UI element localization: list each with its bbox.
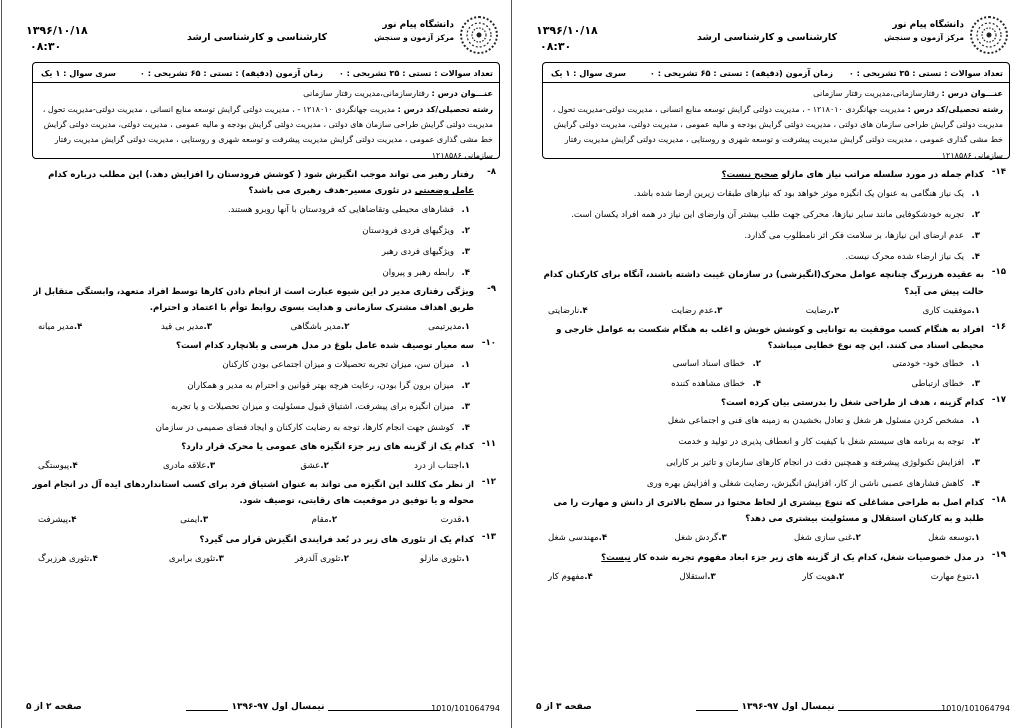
exam-page-2 [4, 0, 510, 728]
question-number: ۹- [487, 283, 496, 294]
question-count: تعداد سوالات : تستی : ۳۵ تشریحی : ۰ [848, 68, 1003, 78]
option-text: تئوری هرزبرگ [38, 553, 90, 564]
option-text: مشخص کردن مسئول هر شغل و تعادل بخشیدن به زمینه های فنی و اجتماعی شغل [667, 416, 964, 427]
answer-option[interactable] [542, 411, 980, 432]
question-number: ۸- [487, 167, 496, 177]
semester-label [186, 702, 370, 713]
option-text: مفهوم کار [548, 571, 585, 582]
option-text: پیشرفت [38, 515, 68, 526]
answer-option[interactable] [542, 355, 761, 375]
option-text: ایمنی [180, 515, 200, 526]
option-number: ۱. [971, 305, 980, 316]
option-text: کوشش جهت انجام کارها، توجه به رضایت کارکنان و ایجاد فضای صمیمی در سازمان [155, 422, 454, 433]
option-number: ۳. [215, 553, 224, 564]
question-text [32, 532, 474, 548]
question-number: ۱۳- [481, 531, 496, 542]
exam-date: ۱۳۹۶/۱۰/۱۸ [26, 24, 88, 37]
option-text: مدیر میانه [38, 322, 74, 333]
option-number: ۴. [461, 268, 470, 278]
field-label: رشته تحصیلی/کد درس : [907, 105, 1003, 114]
field-value: مدیریت جهانگردی ۱۲۱۸۰۱۰ - ، مدیریت دولتی گرایش توسعه منابع انسانی ، مدیریت دولتی-مدیریت تحول ، مدیریت دولتی گرایش طراحی سازمان های دولتی ، مدیریت دولتی گرایش بودجه و مالیه عمومی ، مدیریت دولتی، مدیریت دولتی گرایش خط مشی گذاری عمومی ، مدیریت دولتی گرایش مدیریت پیشرفت و توسعه شهری و روستایی ، مدیریت دولتی گرایش مدیریت رفتار سازمانی ۱۲۱۸۵۸۶ [42, 105, 493, 160]
question-number: ۱۴- [991, 167, 1006, 177]
option-number: ۲. [340, 553, 349, 564]
exam-time: ۰۸:۳۰ [540, 40, 572, 53]
question-number: ۱۶- [991, 321, 1006, 332]
option-text: هویت کار [802, 571, 836, 582]
option-text: استقلال [679, 571, 708, 582]
answer-option[interactable] [32, 200, 470, 221]
answer-option[interactable] [32, 221, 470, 242]
exam-type: کارشناسی و کارشناسی ارشد [697, 32, 837, 43]
question-text [542, 495, 984, 528]
answer-options [542, 566, 980, 588]
answer-option[interactable] [32, 376, 470, 397]
option-text: خطای مشاهده کننده [671, 379, 745, 390]
exam-page-3 [514, 0, 1020, 728]
assessment-center: مرکز آزمون و سنجش [884, 33, 964, 42]
exam-code: 1010/101064794 [431, 704, 500, 713]
option-text: ویژگیهای فردی رهبر [381, 247, 454, 257]
answer-option[interactable] [928, 533, 980, 543]
exam-time: ۰۸:۳۰ [30, 40, 62, 53]
page-footer [536, 694, 1010, 722]
answer-options [542, 528, 980, 550]
option-number: ۱. [461, 460, 470, 471]
question-list [32, 167, 496, 570]
question-series: سری سوال : ۱ یک [551, 68, 626, 78]
field-label: رشته تحصیلی/کد درس : [397, 105, 493, 114]
option-text: عدم رضایت [671, 305, 714, 316]
question-text [542, 395, 984, 411]
option-number: ۴. [971, 479, 980, 490]
question [32, 439, 496, 477]
question-text-part: کدام یک از تئوری های زیر در بُعد فرایندی انگیزش قرار می گیرد؟ [199, 534, 474, 545]
option-text: ویژگیهای فردی فرودستان [362, 226, 454, 236]
exam-info-row [33, 63, 499, 83]
question-emphasis: عامل وضعیتی [414, 186, 474, 197]
page-header [12, 10, 502, 56]
question-number: ۱۹- [991, 549, 1006, 560]
answer-option[interactable] [761, 375, 980, 395]
answer-option[interactable] [441, 515, 470, 525]
option-text: میزان سن، میزان تجربه تحصیلات و میزان اجتماعی بودن کارکنان [222, 359, 454, 370]
exam-date: ۱۳۹۶/۱۰/۱۸ [536, 24, 598, 37]
option-number: ۲. [461, 226, 470, 236]
option-number: ۳. [971, 230, 980, 241]
option-text: تئوری آلدرفر [294, 553, 341, 564]
semester-text: نیمسال اول ۹۷-۱۳۹۶ [738, 702, 839, 712]
answer-option[interactable] [542, 246, 980, 267]
answer-option[interactable] [923, 306, 980, 316]
answer-option[interactable] [38, 515, 76, 525]
answer-option[interactable] [542, 474, 980, 495]
question-text [32, 477, 474, 510]
option-text: عدم ارضای این نیازها، بر سلامت فکر اثر نامطلوب می گذارد. [744, 230, 964, 241]
course-title [813, 89, 1003, 99]
question-emphasis: نیست؟ [601, 552, 631, 563]
option-number: ۱. [461, 205, 470, 215]
option-text: نارضایتی [548, 305, 580, 316]
question-number: ۱۵- [991, 267, 1006, 278]
option-number: ۲. [752, 359, 761, 370]
answer-option[interactable] [548, 306, 588, 316]
answer-option[interactable] [414, 461, 470, 471]
question [32, 338, 496, 438]
question-text-part: کدام جمله در مورد سلسله مراتب نیاز های مازلو [778, 170, 984, 180]
question [542, 495, 1006, 550]
answer-option[interactable] [420, 554, 470, 564]
answer-option[interactable] [38, 554, 98, 564]
answer-option[interactable] [295, 554, 349, 564]
page-footer [26, 694, 500, 722]
option-text: موفقیت کاری [922, 305, 972, 316]
course-value: رفتارسازمانی،مدیریت رفتار سازمانی [813, 88, 939, 98]
option-text: مدیر باشگاهی [290, 322, 341, 333]
question [542, 395, 1006, 495]
answer-option[interactable] [542, 204, 980, 225]
option-number: ۴. [584, 571, 593, 582]
answer-option[interactable] [931, 572, 980, 582]
option-number: ۲. [340, 322, 350, 333]
answer-options [32, 200, 470, 284]
option-text: مدیرتیمی [428, 322, 462, 333]
option-text: میزان برون گرا بودن، رعایت هرچه بهتر قوانین و احترام به مدیر و همکاران [187, 380, 454, 391]
field-of-study [41, 102, 493, 163]
answer-option[interactable] [32, 418, 470, 439]
answer-option[interactable] [802, 572, 844, 582]
question-text-part: در تئوری مسیر-هدف رهبری می باشد؟ [248, 186, 415, 197]
question [542, 267, 1006, 322]
option-text: عشق [300, 460, 321, 471]
option-text: کاهش فشارهای عصبی ناشی از کار، افزایش انگیزش، رضایت شغلی و افزایش بهره وری [646, 479, 964, 490]
option-text: خطای اسناد اساسی [672, 359, 745, 370]
field-of-study [551, 102, 1003, 163]
assessment-center: مرکز آزمون و سنجش [374, 33, 454, 42]
question-text [32, 284, 474, 317]
option-number: ۲. [971, 437, 980, 448]
question-text [542, 322, 984, 355]
question-text [542, 550, 984, 566]
option-number: ۴. [73, 322, 83, 333]
question [32, 284, 496, 339]
option-text: رابطه رهبر و پیروان [382, 268, 454, 278]
exam-info-row [543, 63, 1009, 83]
answer-option[interactable] [38, 461, 78, 471]
option-number: ۳. [971, 458, 980, 469]
option-text: مدیر بی قید [161, 322, 204, 333]
option-number: ۲. [461, 380, 470, 391]
option-number: ۲. [835, 571, 845, 582]
option-text: فشارهای محیطی وتقاضاهایی که فرودستان با آنها روبرو هستند. [227, 205, 454, 215]
option-number: ۲. [328, 515, 338, 526]
option-number: ۳. [203, 322, 212, 333]
answer-option[interactable] [548, 572, 593, 582]
option-text: توجه به برنامه های سیستم شغل با کیفیت کار و انعطاف پذیری در تولید و خدمت [678, 437, 964, 448]
answer-option[interactable] [161, 322, 212, 332]
question-number: ۱۷- [991, 394, 1006, 405]
course-value: رفتارسازمانی،مدیریت رفتار سازمانی [303, 88, 429, 98]
option-number: ۲. [852, 533, 861, 544]
course-label: عنـــوان درس : [941, 88, 1003, 98]
option-number: ۱. [461, 359, 470, 370]
course-label: عنـــوان درس : [431, 88, 493, 98]
question [542, 550, 1006, 588]
answer-option[interactable] [312, 515, 337, 525]
option-number: ۱. [971, 533, 980, 544]
question [32, 532, 496, 570]
option-text: مهندسی شغل [548, 533, 599, 544]
page-number: صفحه ۲ از ۵ [26, 702, 82, 712]
answer-option[interactable] [32, 397, 470, 418]
option-number: ۴. [67, 515, 77, 526]
answer-option[interactable] [674, 533, 726, 543]
option-number: ۴. [69, 460, 78, 471]
question [542, 322, 1006, 395]
option-text: خطای خود- خودمتی [892, 359, 964, 370]
answer-options [32, 455, 470, 477]
option-number: ۴. [598, 533, 608, 544]
option-number: ۱. [461, 322, 470, 333]
option-text: قدرت [440, 515, 462, 526]
option-text: توسعه شغل [928, 533, 972, 544]
answer-options [542, 411, 980, 495]
answer-options [32, 510, 470, 532]
option-number: ۳. [206, 460, 216, 471]
question-series: سری سوال : ۱ یک [41, 68, 116, 78]
option-number: ۱. [971, 416, 980, 427]
option-text: غنی سازی شغل [794, 533, 853, 544]
option-number: ۴. [971, 251, 980, 262]
question-text-part: کدام اصل به طراحی مشاغلی که تنوع بیشتری از لحاظ محتوا در سطح بالاتری از دانش و مهارت را می طلبد و به کارکنان استقلال و مسئولیت بیشتری می دهد؟ [553, 497, 984, 525]
answer-option[interactable] [679, 572, 715, 582]
question [32, 167, 496, 284]
answer-option[interactable] [32, 242, 470, 263]
answer-option[interactable] [38, 322, 82, 332]
question-text-part: از نظر مک کللند این انگیزه می تواند به عنوان اشتیاق فرد برای کسب استانداردهای ایده آل در انجام امور محوله و یا توفیق در موقعیت های رقابتی، توصیف شود. [32, 479, 474, 507]
option-number: ۱. [461, 515, 470, 526]
option-number: ۳. [199, 515, 209, 526]
field-value: مدیریت جهانگردی ۱۲۱۸۰۱۰ - ، مدیریت دولتی گرایش توسعه منابع انسانی ، مدیریت دولتی-مدیریت تحول ، مدیریت دولتی گرایش طراحی سازمان های دولتی ، مدیریت دولتی گرایش بودجه و مالیه عمومی ، مدیریت دولتی، مدیریت دولتی گرایش خط مشی گذاری عمومی ، مدیریت دولتی گرایش مدیریت پیشرفت و توسعه شهری و روستایی ، مدیریت دولتی گرایش مدیریت رفتار سازمانی ۱۲۱۸۵۸۶ [552, 105, 1003, 160]
question-text-part: به عقیده هرزبرگ چنانچه عوامل محرک(انگیزشی) در سازمان غیبت داشته باشند، آنگاه برای کارکنان کدام حالت پیش می آید؟ [543, 270, 984, 297]
option-text: تئوری مازلو [420, 553, 462, 564]
question-text [32, 167, 474, 200]
option-number: ۴. [752, 379, 761, 390]
answer-options [32, 316, 470, 338]
option-number: ۳. [707, 571, 716, 582]
option-number: ۴. [579, 305, 588, 316]
answer-options [542, 355, 980, 395]
question-emphasis: صحیح نیست؟ [721, 170, 779, 180]
option-text: رضایت [805, 305, 831, 316]
option-number: ۲. [320, 460, 329, 471]
question-text-part: رفتار رهبر می تواند موجب انگیزش شود ( کوشش فرودستان را افزایش دهد.) این مطلب درباره کدام [48, 170, 474, 180]
option-text: اجتناب از درد [414, 460, 462, 471]
answer-option[interactable] [542, 375, 761, 395]
semester-label [696, 702, 880, 713]
question-count: تعداد سوالات : تستی : ۳۵ تشریحی : ۰ [338, 68, 493, 78]
option-number: ۳. [971, 379, 980, 390]
answer-option[interactable] [542, 453, 980, 474]
option-number: ۱. [461, 553, 470, 564]
question-text [32, 338, 474, 354]
question-text-part: ویژگی رفتاری مدیر در این شیوه عبارت است از انجام دادن کارها توسط افراد متعهد، وابستگی متقابل از طریق اهداف مشترک سازمانی و هدایت بسوی روابط توأم با اعتماد و احترام. [33, 286, 474, 313]
answer-option[interactable] [794, 533, 861, 543]
answer-options [32, 548, 470, 570]
answer-option[interactable] [806, 306, 839, 316]
page-number: صفحه ۳ از ۵ [536, 702, 592, 712]
question-text-part: کدام یک از گزینه های زیر جزء انگیزه های عمومی یا محرک قرار دارد؟ [181, 441, 474, 452]
answer-option[interactable] [169, 554, 224, 564]
question-number: ۱۰- [481, 338, 496, 349]
exam-code: 1010/101064794 [941, 704, 1010, 713]
university-name: دانشگاه پیام نور [892, 20, 964, 30]
option-number: ۳. [461, 401, 470, 412]
question-text [32, 439, 474, 455]
option-text: یک نیاز هنگامی به عنوان یک انگیزه موثر خواهد بود که نیازهای طبقات زیرین ارضا شده باشد. [633, 188, 964, 199]
exam-type: کارشناسی و کارشناسی ارشد [187, 32, 327, 43]
option-number: ۴. [89, 553, 98, 564]
exam-duration: زمان آزمون (دقیقه) : تستی : ۶۵ تشریحی : ۰ [649, 68, 833, 78]
answer-option[interactable] [428, 322, 470, 332]
option-text: پیوستگی [38, 460, 70, 471]
option-number: ۳. [718, 533, 727, 544]
answer-option[interactable] [542, 432, 980, 453]
answer-option[interactable] [180, 515, 208, 525]
answer-option[interactable] [542, 225, 980, 246]
option-text: میزان انگیزه برای پیشرفت، اشتیاق قبول مسئولیت و میزان تحصیلات و یا تجربه [171, 401, 454, 412]
question-text-part: کدام گزینه ، هدف از طراحی شغل را بدرستی بیان کرده است؟ [720, 397, 984, 408]
answer-options [542, 300, 980, 322]
option-text: تئوری برابری [168, 553, 216, 564]
page-header [522, 10, 1012, 56]
option-number: ۲. [971, 209, 980, 220]
option-text: تجربه خودشکوفایی مانند سایر نیازها، محرکی جهت طلب بیشتر آن وارضای این نیاز در همه افراد یکسان است. [571, 209, 964, 220]
option-text: افزایش تکنولوژی پیشرفته و همچنین دقت در انجام کارهای سازمان و تاثیر بر کارایی [666, 458, 964, 469]
answer-option[interactable] [548, 533, 607, 543]
answer-options [542, 183, 980, 267]
option-number: ۳. [713, 305, 723, 316]
answer-option[interactable] [542, 183, 980, 204]
question-text [542, 167, 984, 183]
answer-option[interactable] [761, 355, 980, 375]
option-number: ۱. [971, 571, 980, 582]
option-text: تنوع مهارت [930, 571, 972, 582]
exam-duration: زمان آزمون (دقیقه) : تستی : ۶۵ تشریحی : ۰ [139, 68, 323, 78]
question-number: ۱۲- [481, 476, 496, 487]
answer-options [32, 355, 470, 439]
answer-option[interactable] [300, 461, 328, 471]
question [32, 477, 496, 532]
question-text-part: افراد به هنگام کسب موفقیت به توانایی و کوشش خویش و اغلب به هنگام شکست به عوامل خارجی و محیطی اسناد می کنند. این چه نوع خطایی میباشد؟ [556, 324, 984, 352]
option-number: ۲. [830, 305, 840, 316]
question-text-part: سه معیار توصیف شده عامل بلوغ در مدل هرسی و بلانچارد کدام است؟ [176, 341, 474, 352]
course-title [303, 89, 493, 99]
answer-option[interactable] [32, 355, 470, 376]
question-list [542, 167, 1006, 588]
option-number: ۱. [971, 359, 980, 370]
option-number: ۳. [461, 247, 470, 257]
question-text [542, 267, 984, 300]
option-text: خطای ارتباطی [911, 379, 964, 390]
option-text: یک نیاز ارضاء شده محرک نیست. [845, 251, 964, 262]
option-text: علاقه مادری [162, 460, 207, 471]
question [542, 167, 1006, 267]
question-number: ۱۸- [991, 494, 1006, 505]
option-number: ۴. [461, 422, 470, 433]
answer-option[interactable] [163, 461, 215, 471]
question-number: ۱۱- [481, 438, 496, 449]
option-text: مقام [311, 515, 329, 526]
option-number: ۱. [971, 188, 980, 199]
answer-option[interactable] [671, 306, 722, 316]
option-text: گردش شغل [674, 533, 719, 544]
exam-info-box [32, 62, 500, 159]
semester-text: نیمسال اول ۹۷-۱۳۹۶ [228, 702, 329, 712]
university-name: دانشگاه پیام نور [382, 20, 454, 30]
exam-info-box [542, 62, 1010, 159]
answer-option[interactable] [32, 263, 470, 284]
answer-option[interactable] [291, 322, 350, 332]
question-text-part: در مدل خصوصیات شغل، کدام یک از گزینه های زیر جزء ابعاد مفهوم تجربه شده کار [630, 552, 984, 563]
